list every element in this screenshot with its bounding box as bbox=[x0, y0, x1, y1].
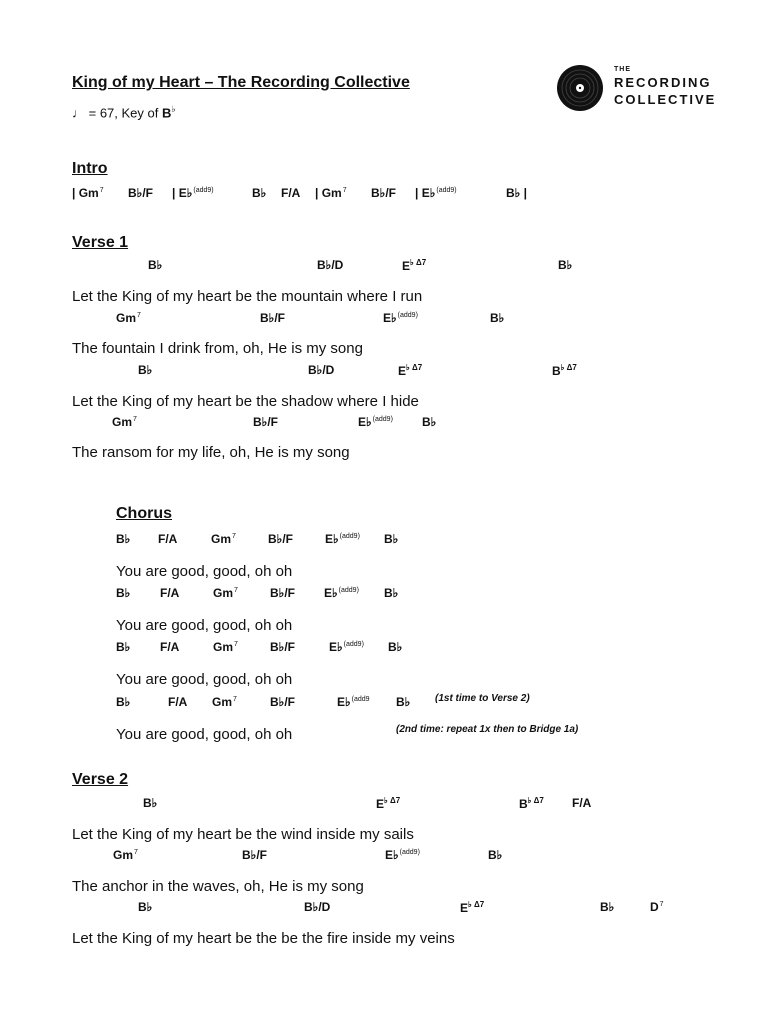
intro-chord: B♭/F bbox=[371, 186, 396, 200]
logo-wordmark bbox=[614, 66, 716, 106]
chord: E♭$^{(add9}$ bbox=[337, 695, 370, 709]
chord: B♭ bbox=[116, 640, 131, 654]
lyric-line: The fountain I drink from, oh, He is my song bbox=[72, 340, 363, 357]
chord: B♭/F bbox=[270, 640, 295, 654]
lyric-line: Let the King of my heart be the shadow where I hide bbox=[72, 393, 419, 410]
chord: Gm$^7$ bbox=[213, 586, 238, 600]
intro-chord: B♭ | bbox=[506, 186, 528, 200]
chord: B♭/F bbox=[260, 311, 285, 325]
chord: B♭ bbox=[384, 586, 399, 600]
chord: E♭$^{(add9)}$ bbox=[385, 848, 420, 862]
chord: B♭ bbox=[138, 363, 153, 377]
intro-chord: | Gm$^7$ bbox=[72, 186, 104, 200]
section-verse-2: Verse 2 bbox=[72, 771, 129, 788]
chord: F/A bbox=[160, 640, 180, 654]
intro-chord: | E♭$^{(add9)}$ bbox=[172, 186, 214, 200]
chord: E♭$^{(add9)}$ bbox=[358, 415, 393, 429]
chord: B♭/F bbox=[242, 848, 267, 862]
chord: B♭/F bbox=[268, 532, 293, 546]
chord: $E^{♭ \Delta 7}$ bbox=[460, 900, 485, 915]
chord: $B^{♭ \Delta 7}$ bbox=[519, 796, 544, 811]
chord: B♭/D bbox=[308, 363, 335, 377]
chorus-note-second-time: (2nd time: repeat 1x then to Bridge 1a) bbox=[396, 724, 579, 735]
chord: B♭ bbox=[388, 640, 403, 654]
lyric-line: Let the King of my heart be the be the fire inside my veins bbox=[72, 930, 455, 947]
chord: B♭/D bbox=[304, 900, 331, 914]
chorus-lyric: You are good, good, oh oh bbox=[116, 563, 293, 580]
chord: Gm$^7$ bbox=[212, 695, 237, 709]
chord: B♭ bbox=[143, 796, 158, 810]
song-title: King of my Heart – The Recording Collective bbox=[72, 74, 410, 91]
tempo-text: ♩ = 67, Key of bbox=[72, 105, 162, 121]
chord: B♭ bbox=[116, 586, 131, 600]
chord: F/A bbox=[158, 532, 178, 546]
chord: Gm$^7$ bbox=[213, 640, 238, 654]
lyric-line: The ransom for my life, oh, He is my song bbox=[72, 444, 350, 461]
key-accidental: ♭ bbox=[171, 104, 176, 114]
section-intro: Intro bbox=[72, 160, 108, 177]
intro-chord: B♭/F bbox=[128, 186, 153, 200]
chord: B♭ bbox=[116, 532, 131, 546]
logo-line-collective: COLLECTIVE bbox=[614, 92, 717, 107]
chord: $E^{♭ \Delta 7}$ bbox=[398, 363, 423, 378]
chord: B♭ bbox=[488, 848, 503, 862]
lyric-line: Let the King of my heart be the mountain where I run bbox=[72, 288, 423, 305]
chord: B♭ bbox=[384, 532, 399, 546]
chord: B♭ bbox=[490, 311, 505, 325]
chord: B♭/F bbox=[253, 415, 278, 429]
chord: $B^{♭ \Delta 7}$ bbox=[552, 363, 577, 378]
chord: E♭$^{(add9)}$ bbox=[383, 311, 418, 325]
chord: B♭ bbox=[422, 415, 437, 429]
chord: B♭ bbox=[116, 695, 131, 709]
chord: $D^7$ bbox=[650, 900, 664, 914]
chord: F/A bbox=[168, 695, 188, 709]
chord: $E^{♭ \Delta 7}$ bbox=[402, 258, 427, 273]
chord: Gm$^7$ bbox=[112, 415, 137, 429]
chord: E♭$^{(add9)}$ bbox=[329, 640, 364, 654]
chord: B♭ bbox=[600, 900, 615, 914]
chord: B♭ bbox=[558, 258, 573, 272]
intro-chord: | Gm$^7$ bbox=[315, 186, 347, 200]
chord: E♭$^{(add9)}$ bbox=[325, 532, 360, 546]
chord: E♭$^{(add9)}$ bbox=[324, 586, 359, 600]
chord: B♭ bbox=[148, 258, 163, 272]
recording-collective-logo bbox=[556, 62, 716, 116]
chorus-lyric: You are good, good, oh oh bbox=[116, 726, 293, 743]
chorus-note-first-time: (1st time to Verse 2) bbox=[435, 693, 530, 704]
tempo-key bbox=[72, 104, 176, 120]
chord: F/A bbox=[160, 586, 180, 600]
lyric-line: The anchor in the waves, oh, He is my song bbox=[72, 878, 364, 895]
chord: B♭ bbox=[396, 695, 411, 709]
logo-line-recording: RECORDING bbox=[614, 75, 712, 90]
chord: B♭/F bbox=[270, 586, 295, 600]
key-letter: B bbox=[161, 105, 172, 121]
intro-chord: F/A bbox=[281, 186, 301, 200]
chorus-lyric: You are good, good, oh oh bbox=[116, 617, 293, 634]
section-verse-1: Verse 1 bbox=[72, 234, 129, 251]
vinyl-record-icon bbox=[556, 64, 604, 112]
section-chorus: Chorus bbox=[116, 505, 172, 522]
chord: $E^{♭ \Delta 7}$ bbox=[376, 796, 401, 811]
chord: B♭ bbox=[138, 900, 153, 914]
intro-chord: B♭ bbox=[252, 186, 267, 200]
chord: Gm$^7$ bbox=[211, 532, 236, 546]
logo-line-the: THE bbox=[614, 66, 631, 73]
intro-chord: | E♭$^{(add9)}$ bbox=[415, 186, 457, 200]
chord: B♭/F bbox=[270, 695, 295, 709]
chorus-lyric: You are good, good, oh oh bbox=[116, 671, 293, 688]
chord: F/A bbox=[572, 796, 592, 810]
chord: Gm$^7$ bbox=[116, 311, 141, 325]
chord: Gm$^7$ bbox=[113, 848, 138, 862]
chord: B♭/D bbox=[317, 258, 344, 272]
lyric-line: Let the King of my heart be the wind inside my sails bbox=[72, 826, 414, 843]
